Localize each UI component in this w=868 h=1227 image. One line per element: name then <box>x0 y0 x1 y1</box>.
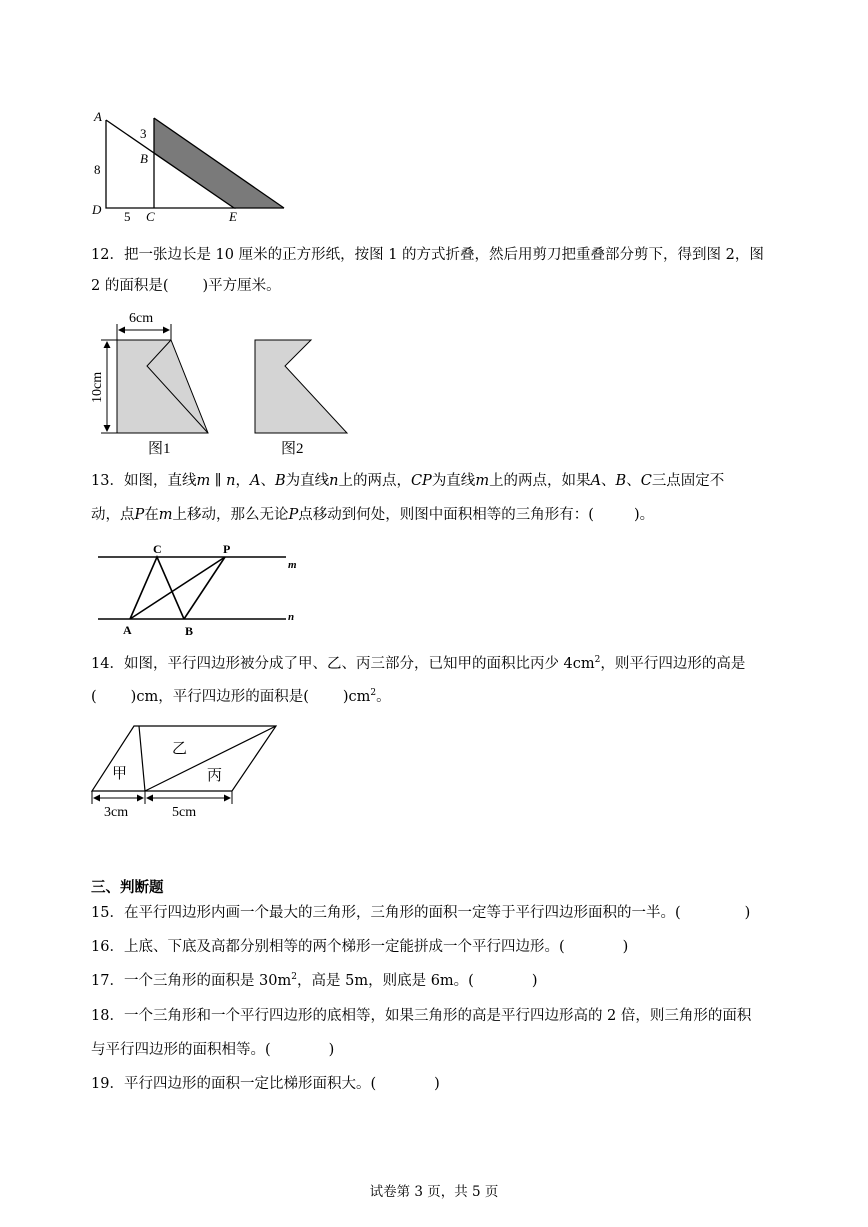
q13-var-m: m <box>475 473 490 489</box>
q17 <box>91 971 538 991</box>
q17-close: ) <box>531 973 538 989</box>
point-a-label: A <box>123 623 132 637</box>
q13-text: 、 <box>626 473 641 489</box>
q15 <box>91 903 750 923</box>
q16-close: ) <box>622 939 629 955</box>
label-len-ad: 8 <box>94 162 101 177</box>
q13-var-m: m <box>196 473 211 489</box>
region-yi-label: 乙 <box>172 741 188 757</box>
q13-text: 动，点 <box>91 507 135 523</box>
q15-close: ) <box>744 905 751 921</box>
q13-text: )。 <box>633 507 655 523</box>
q13-var-p: P <box>134 507 145 523</box>
dim-left-label: 3cm <box>104 805 129 820</box>
q13-var-a: A <box>590 473 602 489</box>
q14-sup: 2 <box>370 688 377 699</box>
q13-text: 上的两点，如果 <box>489 473 591 489</box>
q14-line2 <box>91 687 391 707</box>
q13-var-b: B <box>615 473 627 489</box>
q13-parallel: ∥ <box>210 473 227 489</box>
q13-var-cp: CP <box>410 473 432 489</box>
q13-var-p: P <box>288 507 299 523</box>
figure-q14 <box>86 718 286 828</box>
q12-line2 <box>91 276 281 296</box>
q13-var-b: B <box>274 473 286 489</box>
q13-var-n: n <box>329 473 339 489</box>
q16-text: 16．上底、下底及高都分别相等的两个梯形一定能拼成一个平行四边形。( <box>91 939 565 955</box>
q13-text: 三点固定不 <box>651 473 725 489</box>
triangle-acb <box>130 557 184 619</box>
fig2-shape <box>255 340 347 433</box>
q13-line1 <box>91 471 724 491</box>
q19 <box>91 1074 440 1094</box>
q14-text: 14．如图，平行四边形被分成了甲、乙、丙三部分，已知甲的面积比丙少 4cm <box>91 656 595 672</box>
q13-text: 为直线 <box>285 473 330 489</box>
figure-q13 <box>92 540 307 640</box>
label-e: E <box>229 209 237 224</box>
label-c: C <box>146 209 155 224</box>
label-a: A <box>94 109 102 124</box>
q13-text: 、 <box>601 473 616 489</box>
q13-text: 上移动，那么无论 <box>172 507 289 523</box>
label-len-dc: 5 <box>124 209 131 224</box>
q15-text: 15．在平行四边形内画一个最大的三角形，三角形的面积一定等于平行四边形面积的一半。( <box>91 905 681 921</box>
q19-close: ) <box>434 1076 440 1092</box>
q13-var-m: m <box>158 507 173 523</box>
line-m-label: m <box>288 559 297 571</box>
q14-text: ( <box>91 689 97 705</box>
width-label: 6cm <box>129 311 154 326</box>
point-c-label: C <box>153 542 162 556</box>
q12-text-b: )平方厘米。 <box>202 278 281 294</box>
q14-sup: 2 <box>594 655 601 666</box>
q13-text: 13．如图，直线 <box>91 473 197 489</box>
q17-sup: 2 <box>291 972 297 983</box>
q13-var-c: C <box>640 473 652 489</box>
divider-left <box>139 726 145 791</box>
q13-text: 点移动到何处，则图中面积相等的三角形有：( <box>298 507 594 523</box>
segment-bp <box>184 557 225 619</box>
q16 <box>91 937 628 957</box>
q14-line1 <box>91 654 745 674</box>
q18-line2 <box>91 1040 334 1060</box>
q13-var-a: A <box>249 473 261 489</box>
region-jia-label: 甲 <box>112 766 128 782</box>
height-label: 10cm <box>90 371 105 403</box>
q18-text: 与平行四边形的面积相等。( <box>91 1042 271 1058</box>
figure-q11 <box>88 106 298 226</box>
q17-text: 17．一个三角形的面积是 30m <box>91 973 292 989</box>
fig2-caption: 图2 <box>281 441 304 457</box>
label-b: B <box>140 151 148 166</box>
q14-text: 。 <box>376 689 391 705</box>
page-footer: 试卷第 3 页，共 5 页 <box>369 1184 499 1200</box>
q13-line2 <box>91 505 654 525</box>
dim-right-label: 5cm <box>172 805 197 820</box>
line-n-label: n <box>288 611 295 623</box>
q18-line1: 18．一个三角形和一个平行四边形的底相等，如果三角形的高是平行四边形高的 2 倍，则三角形的面积 <box>91 1008 752 1024</box>
q13-text: ， <box>235 473 250 489</box>
q14-text: )cm，平行四边形的面积是( <box>130 689 309 705</box>
q13-text: 上的两点， <box>338 473 411 489</box>
point-p-label: P <box>223 542 231 556</box>
label-len-ab: 3 <box>140 126 147 141</box>
q13-var-n: n <box>226 473 236 489</box>
q14-text: )cm <box>342 689 371 705</box>
q13-text: 在 <box>144 507 159 523</box>
q13-text: 、 <box>260 473 275 489</box>
region-bing-label: 丙 <box>207 768 223 784</box>
q12-line1: 12．把一张边长是 10 厘米的正方形纸，按图 1 的方式折叠，然后用剪刀把重叠部分剪下，得到图 2，图 <box>91 247 764 263</box>
fig1-shape <box>117 340 208 433</box>
q17-text: ，高是 5m，则底是 6m。( <box>297 973 474 989</box>
q19-text: 19．平行四边形的面积一定比梯形面积大。( <box>91 1076 377 1092</box>
label-d: D <box>92 202 102 217</box>
fig1-caption: 图1 <box>148 441 171 457</box>
point-b-label: B <box>185 624 194 638</box>
q14-text: ，则平行四边形的高是 <box>600 656 746 672</box>
q13-text: 为直线 <box>431 473 476 489</box>
figure-q12 <box>88 306 358 461</box>
q18-close: ) <box>328 1042 335 1058</box>
section-title: 三、判断题 <box>91 880 164 896</box>
q12-text-a: 2 的面积是( <box>91 278 169 294</box>
